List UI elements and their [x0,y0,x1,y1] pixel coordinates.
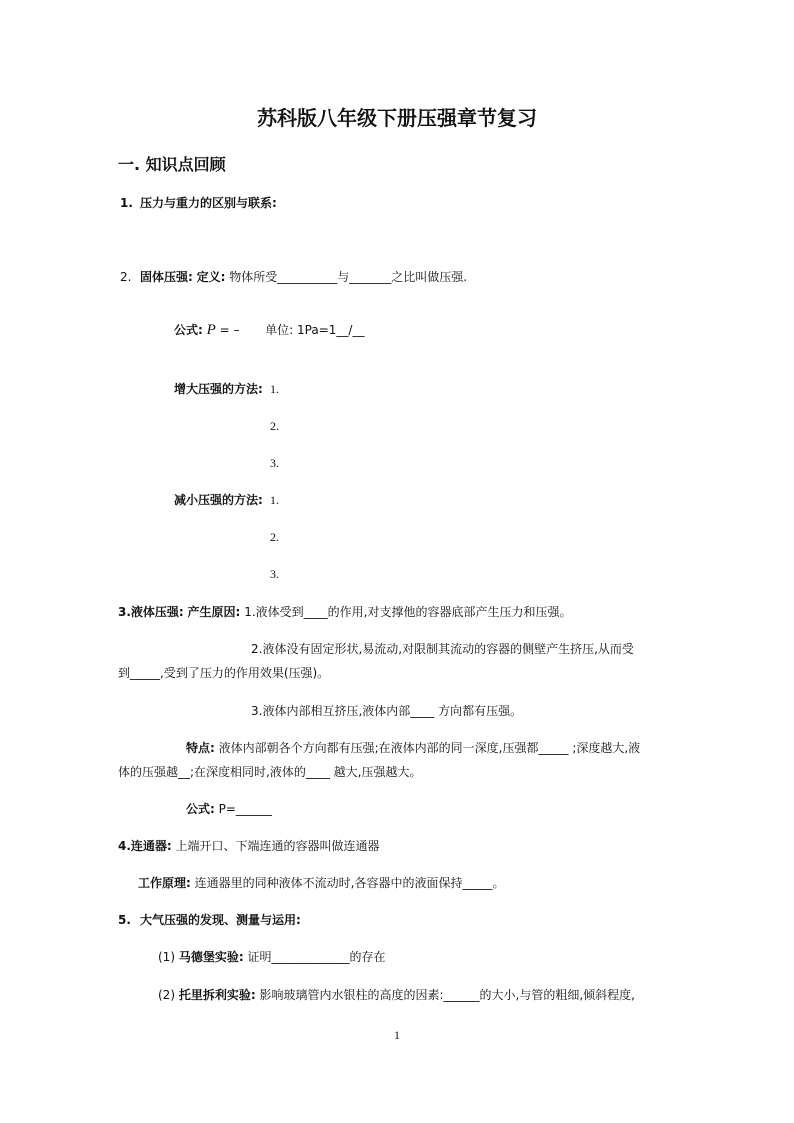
cause-2-line-b: 到_____,受到了压力的作用效果(压强)。 [118,666,330,680]
experiment-1-line [158,949,385,965]
item2-line [140,269,467,285]
liquid-pressure-label: 3.液体压强: [118,605,184,619]
principle-text: 连通器里的同种液体不流动时,各容器中的液面保持_____。 [194,876,505,890]
increase-item-3: 3. [270,456,279,470]
item1-label: 压力与重力的区别与联系: [140,196,277,210]
increase-item-1: 1. [270,382,279,396]
experiment-2-number: (2) [158,988,175,1002]
liquid-formula-label: 公式: [186,802,215,816]
formula-fraction: = – [219,323,240,337]
section-heading: 一. 知识点回顾 [118,155,226,174]
experiment-1-text: 证明_____________的存在 [247,950,386,964]
experiment-1-label: 马德堡实验: [178,950,244,964]
experiment-2-label: 托里拆利实验: [178,988,256,1002]
formula-symbol: P [206,322,216,338]
unit-text: 单位: 1Pa=1__/__ [265,323,365,337]
formula-label: 公式: [174,323,203,337]
experiment-1-number: (1) [158,950,175,964]
experiment-2-line [158,987,635,1003]
page-title: 苏科版八年级下册压强章节复习 [257,106,537,130]
cause-label: 产生原因: [187,605,241,619]
experiment-2-text: 影响玻璃管内水银柱的高度的因素:______的大小,与管的粗细,倾斜程度, [259,988,635,1002]
cause-3: 3.液体内部相互挤压,液体内部____ 方向都有压强。 [251,704,523,718]
connector-line [118,838,380,854]
decrease-pressure-label: 减小压强的方法: [174,493,263,507]
decrease-item-3: 3. [270,567,279,581]
cause-1: 1.液体受到____的作用,对支撑他的容器底部产生压力和压强。 [244,605,572,619]
feature-line-b: 体的压强越__;在深度相同时,液体的____ 越大,压强越大。 [118,765,422,779]
principle-label: 工作原理: [138,876,191,890]
item5-number: 5. [118,913,131,927]
feature-label: 特点: [186,741,215,755]
feature-text-a: 液体内部朝各个方向都有压强;在液体内部的同一深度,压强都_____ ;深度越大,液 [218,741,641,755]
liquid-formula-line [186,801,272,817]
item5-label: 大气压强的发现、测量与运用: [140,913,301,927]
cause-2-line-a: 2.液体没有固定形状,易流动,对限制其流动的容器的侧壁产生挤压,从而受 [251,642,634,656]
increase-item-2: 2. [270,419,279,433]
decrease-item-2: 2. [270,530,279,544]
definition-label: 定义: [196,270,226,284]
decrease-item-1: 1. [270,493,279,507]
item1-number: 1. [120,196,133,210]
liquid-pressure-line [118,604,571,620]
solid-formula-line [174,322,364,338]
feature-line-a [186,740,640,756]
page-number: 1 [394,1028,400,1042]
connector-text: 上端开口、下端连通的容器叫做连通器 [175,839,380,853]
item2-label: 固体压强: [140,270,193,284]
liquid-formula-text: P=______ [218,802,272,816]
definition-text: 物体所受__________与_______之比叫做压强. [229,270,468,284]
increase-pressure-label: 增大压强的方法: [174,382,263,396]
item2-number: 2. [120,270,132,284]
connector-label: 4.连通器: [118,839,172,853]
principle-line [138,875,504,891]
